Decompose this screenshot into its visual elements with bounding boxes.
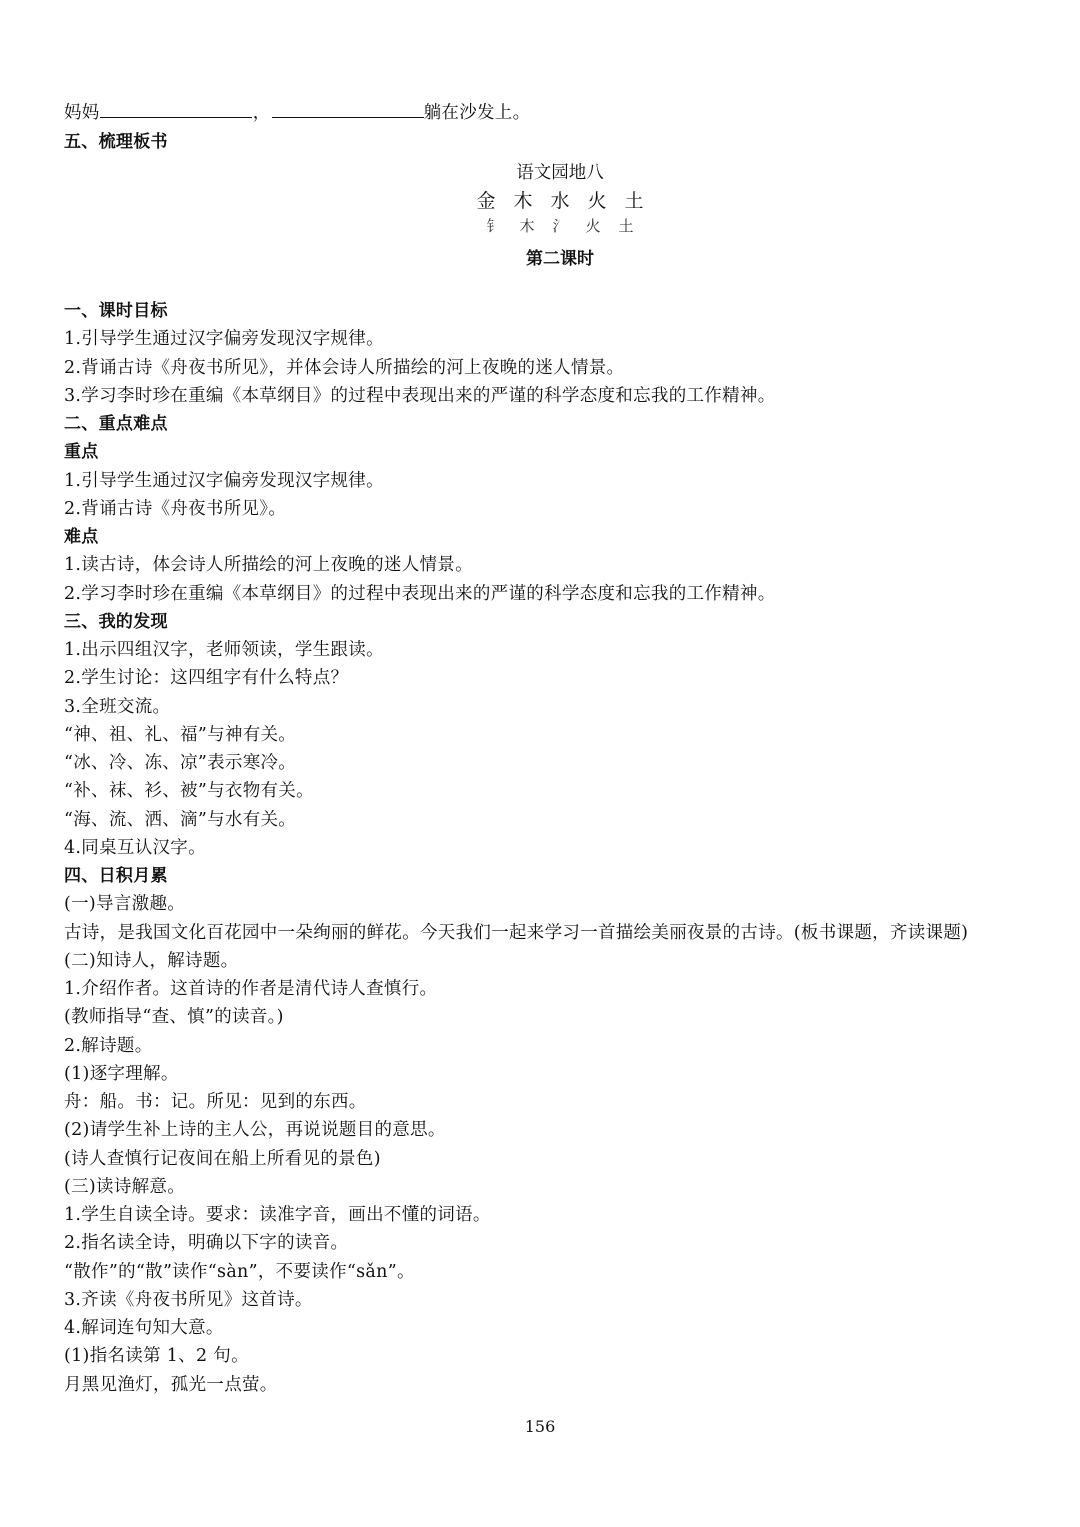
- text-line: 2.背诵古诗《舟夜书所见》，并体会诗人所描绘的河上夜晚的迷人情景。: [64, 357, 625, 378]
- sentence-start: 妈妈: [64, 103, 100, 123]
- element-char: 木: [513, 190, 533, 212]
- text-line: 3.全班交流。: [64, 696, 171, 717]
- text-line: (1)逐字理解。: [64, 1063, 179, 1084]
- section-heading: 一、课时目标: [64, 301, 168, 321]
- answer-blank-2: [272, 100, 424, 118]
- text-line: “冰、冷、冻、凉”表示寒冷。: [64, 753, 297, 773]
- board-title: 语文园地八: [516, 163, 604, 183]
- text-line: 古诗，是我国文化百花园中一朵绚丽的鲜花。今天我们一起来学习一首描绘美丽夜景的古诗。(板书课题，齐读课题): [64, 922, 969, 943]
- text-line: 4.解词连句知大意。: [64, 1318, 224, 1338]
- section-heading: 三、我的发现: [64, 611, 168, 632]
- text-line: 3.齐读《舟夜书所见》这首诗。: [64, 1289, 313, 1310]
- text-line: (2)请学生补上诗的主人公，再说说题目的意思。: [64, 1120, 446, 1141]
- section-heading: 二、重点难点: [64, 414, 168, 434]
- radical-char: 木: [519, 217, 535, 235]
- text-line: (1)指名读第 1、2 句。: [64, 1346, 249, 1367]
- text-line: 4.同桌互认汉字。: [64, 837, 206, 858]
- text-line: “神、祖、礼、福”与神有关。: [64, 724, 297, 745]
- sentence-end: 躺在沙发上。: [423, 103, 531, 123]
- text-line: (一)导言激趣。: [64, 894, 186, 915]
- text-line: 1.介绍作者。这首诗的作者是清代诗人查慎行。: [64, 979, 438, 999]
- text-line: “补、袜、衫、被”与衣物有关。: [64, 781, 314, 802]
- text-line: 2.学习李时珍在重编《本草纲目》的过程中表现出来的严谨的科学态度和忘我的工作精神。: [64, 583, 776, 604]
- sentence-comma: ，: [252, 103, 271, 123]
- element-char: 土: [624, 190, 644, 212]
- page-number: 156: [524, 1417, 556, 1436]
- text-line: 2.解诗题。: [64, 1035, 153, 1056]
- radical-char: 火: [585, 217, 601, 235]
- text-line: 1.读古诗，体会诗人所描绘的河上夜晚的迷人情景。: [64, 555, 473, 576]
- text-line: “散作”的“散”读作“sàn”，不要读作“sǎn”。: [64, 1261, 415, 1282]
- lesson-title: 第二课时: [526, 249, 594, 269]
- text-line: 舟：船。书：记。所见：见到的东西。: [64, 1092, 367, 1112]
- board-radicals: [0, 215, 1080, 236]
- element-char: 水: [550, 190, 570, 212]
- radical-char: 氵: [552, 217, 568, 235]
- radical-char: 钅: [486, 217, 502, 235]
- element-char: 火: [587, 190, 607, 212]
- text-line: 月黑见渔灯，孤光一点萤。: [64, 1374, 278, 1395]
- text-line: 1.引导学生通过汉字偏旁发现汉字规律。: [64, 329, 384, 350]
- text-line: (二)知诗人，解诗题。: [64, 950, 239, 971]
- section-heading: 难点: [64, 527, 99, 547]
- answer-blank-1: [100, 100, 252, 118]
- text-line: 2.学生讨论：这四组字有什么特点？: [64, 668, 349, 689]
- text-line: 1.出示四组汉字，老师领读，学生跟读。: [64, 640, 384, 660]
- text-line: “海、流、洒、滴”与水有关。: [64, 809, 297, 830]
- text-line: 2.指名读全诗，明确以下字的读音。: [64, 1233, 349, 1254]
- text-line: (诗人查慎行记夜间在船上所看见的景色): [64, 1148, 381, 1169]
- text-line: 1.学生自读全诗。要求：读准字音，画出不懂的词语。: [64, 1205, 491, 1225]
- text-line: (教师指导“查、慎”的读音。): [64, 1007, 284, 1028]
- text-line: (三)读诗解意。: [64, 1176, 186, 1197]
- board-elements: [0, 186, 1080, 213]
- fill-in-sentence: [64, 100, 530, 124]
- text-line: 1.引导学生通过汉字偏旁发现汉字规律。: [64, 470, 384, 491]
- element-char: 金: [476, 190, 496, 212]
- radical-char: 土: [618, 217, 634, 235]
- section-heading: 四、日积月累: [64, 866, 168, 886]
- text-line: 3.学习李时珍在重编《本草纲目》的过程中表现出来的严谨的科学态度和忘我的工作精神。: [64, 385, 776, 406]
- section-heading: 重点: [64, 442, 99, 463]
- text-line: 2.背诵古诗《舟夜书所见》。: [64, 498, 287, 519]
- section-heading: 五、梳理板书: [64, 132, 168, 152]
